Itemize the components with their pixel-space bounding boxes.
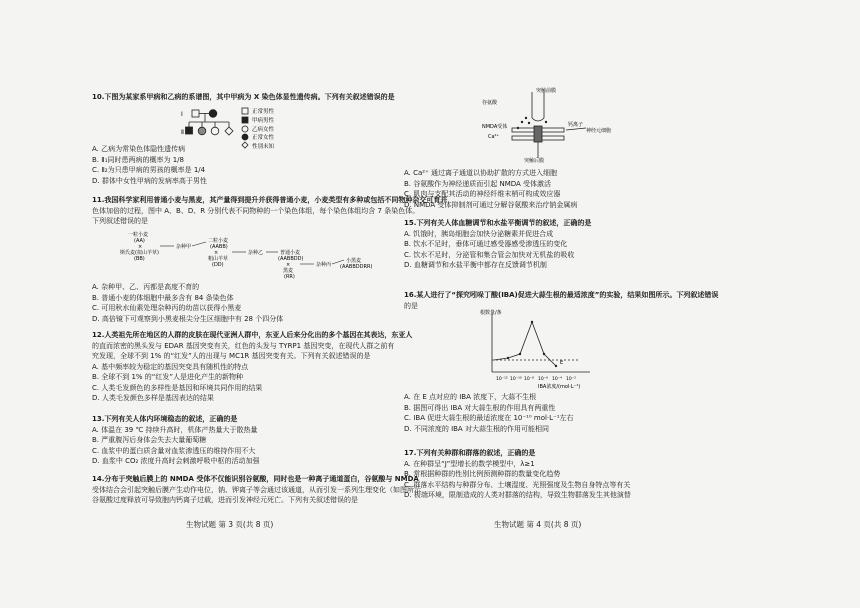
svg-text:粗山羊草: 粗山羊草 (208, 256, 229, 262)
svg-text:普通小麦: 普通小麦 (280, 250, 301, 256)
q17: 17.下列有关种群和群落的叙述，正确的是 A. 在种群呈“J”型增长的数学模型中，λ≥1 B. 常根据种群的性别比例预测种群的数量变化趋势 C. 群落水平结构与种群分布、土壤湿度、光照强度及生物自身特点等有关 D. 极端环境，限制造成的人类对群落的结构，导致生物群落发生其他演替 (404, 448, 744, 501)
q13-option-c: C. 血浆中的蛋白质含量对血浆渗透压的维持作用不大 (92, 446, 256, 455)
tick-1: 10⁻¹⁰ (510, 377, 522, 382)
svg-text:NMDA受体: NMDA受体 (482, 124, 508, 130)
svg-text:一粒小麦: 一粒小麦 (128, 232, 149, 238)
legend-1: 甲病男性 (252, 118, 275, 124)
q13: 13.下列有关人体内环境稳态的叙述，正确的是 A. 体温在 39 ℃ 持续升高时，机体产热量大于散热量 B. 严重腹泻后身体会失去大量葡萄糖 C. 血浆中的蛋白质含量对血浆渗透压的维持作用不大 D. 血浆中 CO₂ 浓度升高时会刺激呼吸中枢的活动加强 (92, 414, 422, 467)
q11-cross-diagram (120, 230, 378, 282)
q12-option-a: A. 基中频率较为稳定的基因突变具有随机性的特点 (92, 362, 249, 371)
q11-options (92, 282, 422, 324)
svg-text:(AABBDDRR): (AABBDDRR) (340, 264, 373, 270)
q14: 14.分布于突触后膜上的 NMDA 受体不仅能识别谷氨酸，同时也是一种离子通道蛋白，谷氨酸与 NMDA 受体结合会引起突触后膜产生动作电位，钠、钾离子等会通过该通道，从而引发一系列生理变化（如图所示 谷氨酸过度释放可导致胞内钙离子过载，进而引发神经元死亡。下列有关叙述错误的是 (92, 475, 421, 504)
legend-2: 乙病女性 (252, 127, 275, 133)
q16-ylabel: 根数量/条 (480, 310, 502, 316)
tick-2: 10⁻⁸ (524, 377, 534, 382)
root-count-curve (494, 322, 556, 366)
q16-graph (480, 310, 610, 390)
svg-text:(RR): (RR) (284, 274, 295, 280)
svg-text:二粒小麦: 二粒小麦 (208, 238, 229, 244)
q14-options (404, 168, 744, 210)
q11-stem: 11.我国科学家利用普通小麦与黑麦，其产量得到提升并获得普通小麦，小麦类型有多种或包括不同物种杂交可育并 色体加倍的过程，图中 A、B、D、R 分别代表不同物种的一个染色体组，每个染色体组均含 7 条染色体。 下列叙述错误的是 (92, 196, 448, 225)
q15-option-c: C. 饮水不足时，分泌管和集合管会加快对无机盐的吸收 (404, 250, 575, 259)
left-page (92, 92, 422, 103)
q12: 12.人类祖先所在地区的人群的皮肤在现代亚洲人群中，东亚人后来分化出的多个基因在其表达，东亚人 的直而浓密的黑头发与 EDAR 基因突变有关，红色的头发与 TYRP1 基因突变，在现代人群之前有 究发现，全球不到 1% 的“红发”人的出现与 MC1R 基因突变有关。下列有关叙述错误的是 A. 基中频率较为稳定的基因突变具有随机性的特点 B. 全球不到 1% 的“红发”人是进化产生的新物种 C. 人类毛发颜色的多样性是基因和环境共同作用的结果 D. 人类毛发颜色多样是基因表达的结果 (92, 330, 422, 404)
q13-option-a: A. 体温在 39 ℃ 持续升高时，机体产热量大于散热量 (92, 425, 258, 434)
q14-option-c: C. 肌肉与支配其活动的神经纤维末梢可构成效应器 (404, 190, 561, 198)
q11-option-c: C. 可用秋水仙素处理杂种丙的幼苗以获得小黑麦 (92, 304, 242, 312)
svg-text:Ⅱ: Ⅱ (181, 129, 184, 136)
svg-text:斯氏麦(拟山羊草): 斯氏麦(拟山羊草) (120, 250, 159, 256)
q17-option-c: C. 群落水平结构与种群分布、土壤湿度、光照强度及生物自身特点等有关 (404, 480, 631, 489)
svg-text:(AABB): (AABB) (210, 244, 228, 250)
svg-text:小黑麦: 小黑麦 (346, 258, 362, 264)
svg-text:杂种甲: 杂种甲 (176, 244, 192, 250)
svg-text:(DD): (DD) (212, 262, 224, 268)
q11-option-b: B. 普通小麦的体细胞中最多含有 84 条染色体 (92, 293, 234, 302)
q12-option-b: B. 全球不到 1% 的“红发”人是进化产生的新物种 (92, 373, 244, 381)
svg-text:(BB): (BB) (134, 256, 145, 262)
data-point (543, 353, 545, 355)
q10-option-b: B. Ⅱ₁同时患两病的概率为 1/8 (92, 155, 184, 164)
q11-option-d: D. 高倍镜下可观察到小黑麦根尖分生区细胞中有 28 个四分体 (92, 314, 284, 323)
data-point (507, 357, 509, 359)
legend-3: 正常女性 (252, 135, 275, 141)
q15: 15.下列有关人体血糖调节和水盐平衡调节的叙述，正确的是 A. 饥饿时，胰岛细胞会加快分泌糖素并促进合成 B. 饮水不足时，垂体可通过感受器感受渗透压的变化 C. 饮水不足时，分泌管和集合管会加快对无机盐的吸收 D. 血糖调节和水盐平衡中都存在反馈调节机制 (404, 218, 744, 271)
q11-option-a: A. 杂种甲、乙、丙都是高度不育的 (92, 283, 200, 291)
data-point (531, 321, 533, 323)
legend-4: 性别未知 (252, 144, 275, 150)
svg-text:Ca²⁺: Ca²⁺ (488, 134, 500, 140)
q10-option-c: C. Ⅱ₂为只患甲病的男孩的概率是 1/4 (92, 166, 206, 174)
svg-text:钙离子: 钙离子 (568, 122, 584, 128)
q16-option-b: B. 据图可得出 IBA 对大蒜生根的作用具有两重性 (404, 403, 556, 412)
q16-stem: 16.某人进行了“探究吲哚丁酸(IBA)促进大蒜生根的最适浓度”的实验，结果如图所示。下列叙述错误 的是 (404, 291, 719, 310)
svg-text:黑麦: 黑麦 (283, 268, 294, 274)
q15-option-b: B. 饮水不足时，垂体可通过感受器感受渗透压的变化 (404, 240, 568, 248)
q13-option-b: B. 严重腹泻后身体会失去大量葡萄糖 (92, 436, 207, 444)
q17-option-b: B. 常根据种群的性别比例预测种群的数量变化趋势 (404, 470, 561, 478)
q16-xlabel: IBA浓度/(mol·L⁻¹) (538, 384, 581, 390)
data-point (519, 353, 521, 355)
svg-text:Ⅰ: Ⅰ (181, 111, 183, 118)
q10-options (92, 144, 422, 186)
q14-option-a: A. Ca²⁺ 通过离子通道以协助扩散的方式进入细胞 (404, 169, 558, 177)
q14-option-b: B. 谷氨酸作为神经递质而引起 NMDA 受体激活 (404, 179, 552, 188)
data-point (555, 365, 557, 367)
q12-option-c: C. 人类毛发颜色的多样性是基因和环境共同作用的结果 (92, 383, 263, 392)
svg-text:杂种丙: 杂种丙 (316, 262, 332, 268)
svg-text:谷氨酸: 谷氨酸 (482, 100, 498, 106)
q16-option-c: C. IBA 促进大蒜生根的最适浓度在 10⁻¹⁰ mol·L⁻¹左右 (404, 414, 574, 422)
q17-option-d: D. 极端环境，限制造成的人类对群落的结构，导致生物群落发生其他演替 (404, 491, 631, 499)
q13-option-d: D. 血浆中 CO₂ 浓度升高时会刺激呼吸中枢的活动加强 (92, 457, 260, 465)
q15-option-d: D. 血糖调节和水盐平衡中都存在反馈调节机制 (404, 261, 547, 269)
q16-options (404, 392, 744, 434)
tick-4: 10⁻⁴ (552, 377, 562, 382)
svg-text:(AABBDD): (AABBDD) (278, 256, 304, 262)
q10-stem: 10.下图为某家系甲病和乙病的系谱图，其中甲病为 X 染色体显性遗传病。下列有关叙述错误的是 (92, 93, 395, 101)
pedigree-i2 (209, 110, 217, 118)
svg-text:突触前膜: 突触前膜 (536, 88, 557, 94)
svg-text:杂种乙: 杂种乙 (248, 250, 264, 256)
svg-text:神经元细胞: 神经元细胞 (586, 128, 612, 134)
legend-0: 正常男性 (252, 109, 275, 115)
q14-option-d: D. NMDA 受体抑制剂可通过分解谷氨酸来治疗钠金属病 (404, 200, 578, 209)
tick-0: 10⁻¹² (496, 377, 508, 382)
q12-option-d: D. 人类毛发颜色多样是基因表达的结果 (92, 394, 214, 402)
tick-3: 10⁻⁶ (538, 377, 548, 382)
pedigree-i1 (192, 110, 199, 117)
synapse-figure (482, 88, 622, 162)
svg-text:(AA): (AA) (134, 238, 145, 244)
svg-text:突触后膜: 突触后膜 (524, 158, 545, 164)
q10-option-a: A. 乙病为常染色体隐性遗传病 (92, 145, 186, 153)
left-footer: 生物试题 第 3 页(共 8 页) (186, 520, 274, 529)
q16-option-d: D. 不同浓度的 IBA 对大蒜生根的作用可能相同 (404, 424, 549, 433)
q15-option-a: A. 饥饿时，胰岛细胞会加快分泌糖素并促进合成 (404, 229, 554, 238)
q17-option-a: A. 在种群呈“J”型增长的数学模型中，λ≥1 (404, 459, 535, 468)
q16-point-e: E (560, 360, 564, 366)
svg-text:×: × (214, 250, 219, 256)
right-footer: 生物试题 第 4 页(共 8 页) (494, 520, 582, 529)
tick-5: 10⁻² (566, 377, 576, 382)
svg-text:×: × (286, 262, 291, 268)
svg-text:×: × (138, 244, 143, 250)
q10-option-d: D. 群体中女性甲病的发病率高于男性 (92, 176, 207, 185)
q16-option-a: A. 在 E 点对应的 IBA 浓度下，大蒜不生根 (404, 393, 537, 401)
